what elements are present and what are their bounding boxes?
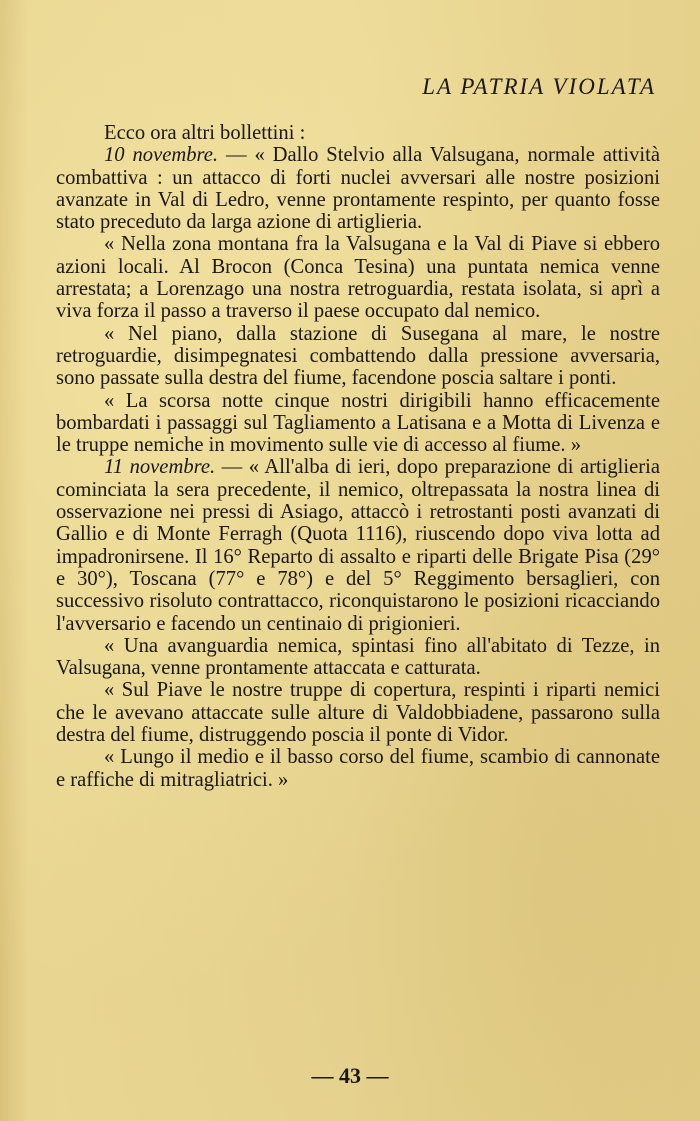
paragraph-text: « Lungo il medio e il basso corso del fiume, scambio di cannonate e raffiche di mitragliatrici. »: [56, 746, 660, 791]
paragraph-text: — « All'alba di ieri, dopo preparazione di artiglieria cominciata la sera precedente, il nemico, oltrepassata la nostra linea di osservazione nei pressi di Asiago, attaccò i retrostanti posti avanzati di Gallio e di Monte Ferragh (Quota 1116), riuscendo dopo viva lotta ad impadronirsene. Il 16° Reparto di assalto e riparti delle Brigate Pisa (29° e 30°), Toscana (77° e 78°) e del 5° Reggimento bersaglieri, con successivo risoluto contrattacco, riconquistarono le posizioni ricacciando l'avversario e facendo un centinaio di prigionieri.: [56, 456, 660, 635]
paragraph-text: « Una avanguardia nemica, spintasi fino all'abitato di Tezze, in Valsugana, venne prontamente attaccata e catturata.: [56, 634, 660, 680]
paragraph-text: Ecco ora altri bollettini :: [104, 122, 306, 144]
paragraph: [56, 635, 660, 680]
paragraph: [56, 323, 660, 390]
paragraph-bulletin-10-nov: [56, 144, 660, 233]
paragraph: [56, 233, 660, 322]
paragraph-text: « Nel piano, dalla stazione di Susegana al mare, le nostre retroguardie, disimpegnatesi combattendo dalla pressione avversaria, sono passate sulla destra del fiume, facendone poscia saltare i ponti.: [56, 322, 660, 390]
bulletin-date: 10 novembre.: [104, 144, 219, 167]
body-text: [56, 122, 660, 791]
paragraph: [56, 679, 660, 746]
paragraph-bulletin-11-nov: [56, 456, 660, 634]
paragraph: [56, 746, 660, 791]
paragraph: [56, 390, 660, 457]
paragraph-text: « Nella zona montana fra la Valsugana e la Val di Piave si ebbero azioni locali. Al Brocon (Conca Tesina) una puntata nemica venne arrestata; a Lorenzago una nostra retroguardia, restata isolata, si aprì a viva forza il passo a traverso il paese occupato dal nemico.: [56, 233, 660, 323]
page-number: — 43 —: [311, 1063, 389, 1088]
running-head: LA PATRIA VIOLATA: [422, 74, 656, 99]
paragraph-text: « Sul Piave le nostre truppe di copertura, respinti i riparti nemici che le avevano attaccate sulle alture di Valdobbiadene, passarono sulla destra del fiume, distruggendo poscia il ponte di Vidor.: [56, 679, 660, 747]
paragraph-text: « La scorsa notte cinque nostri dirigibili hanno efficacemente bombardati i passaggi sul Tagliamento a Latisana e a Motta di Livenza e le truppe nemiche in movimento sulle vie di accesso al fiume. »: [56, 389, 660, 457]
bulletin-date: 11 novembre.: [104, 456, 216, 479]
paragraph-text: — « Dallo Stelvio alla Valsugana, normale attività combattiva : un attacco di forti nuclei avversari alle nostre posizioni avanzate in Val di Ledro, venne prontamente respinto, per quanto fosse stato preceduto da larga azione di artiglieria.: [56, 144, 661, 234]
paragraph-intro: [56, 122, 660, 144]
